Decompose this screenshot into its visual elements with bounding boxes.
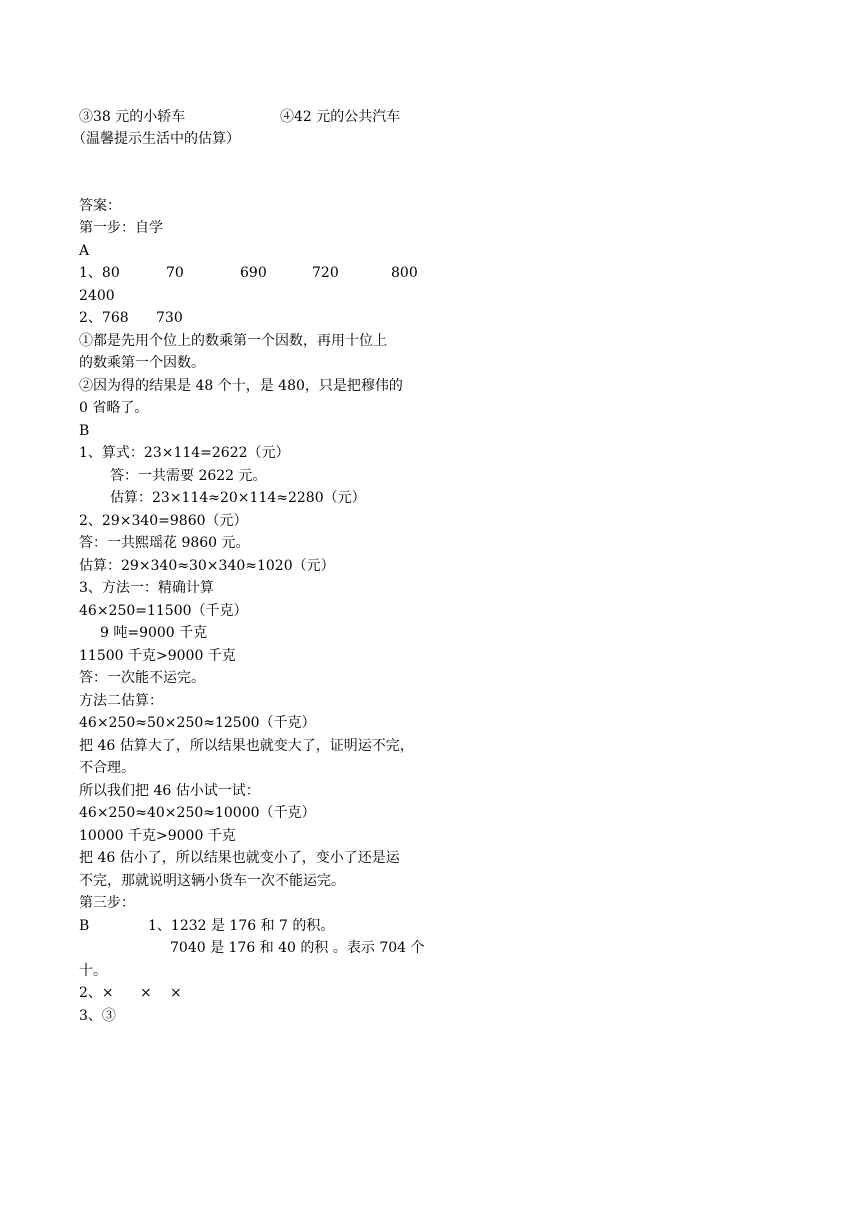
b3-compare1: 11500 千克>9000 千克 [79, 648, 236, 664]
a1-value-4: 720 [312, 265, 339, 281]
a2-point2-line2: 0 省略了。 [79, 400, 149, 416]
b3-answer1: 答：一次能不运完。 [79, 670, 205, 686]
step1-heading: 第一步：自学 [79, 220, 163, 236]
b1-estimate: 估算：23×114≈20×114≈2280（元） [110, 490, 366, 506]
a1-label: 1、80 [79, 265, 120, 281]
b3-method2: 方法二估算： [79, 693, 163, 709]
b3-explanation2-line2: 不完，那就说明这辆小货车一次不能运完。 [79, 873, 345, 889]
s3-item1-line3: 十。 [79, 963, 107, 979]
b3-try: 所以我们把 46 估小试一试： [79, 783, 260, 799]
b2-formula: 2、29×340=9860（元） [79, 513, 248, 529]
s3-item2-mark-2: × [140, 985, 152, 1001]
b3-explanation2-line1: 把 46 估小了，所以结果也就变小了，变小了还是运 [79, 850, 400, 866]
s3-item2-label: 2、× [79, 985, 114, 1001]
b3-convert: 9 吨=9000 千克 [100, 625, 208, 641]
option-3: ③38 元的小轿车 [79, 109, 186, 125]
step3-section-b-label: B [79, 918, 90, 934]
a1-value-3: 690 [240, 265, 267, 281]
a1-value-2: 70 [166, 265, 184, 281]
section-b-label: B [79, 423, 90, 439]
b3-calc3: 46×250≈40×250≈10000（千克） [79, 805, 316, 821]
step3-heading: 第三步： [79, 895, 135, 911]
b1-answer: 答：一共需要 2622 元。 [110, 468, 267, 484]
a2-value-2: 730 [156, 310, 183, 326]
b1-formula: 1、算式：23×114=2622（元） [79, 445, 290, 461]
b2-answer: 答：一共熙瑶花 9860 元。 [79, 535, 250, 551]
s3-item1-line1: 1、1232 是 176 和 7 的积。 [148, 918, 335, 934]
hint-text: （温馨提示生活中的估算） [72, 131, 240, 147]
a2-label: 2、768 [79, 310, 129, 326]
option-4: ④42 元的公共汽车 [280, 109, 401, 125]
a2-point1-line1: ①都是先用个位上的数乘第一个因数，再用十位上 [79, 333, 387, 349]
b3-compare2: 10000 千克>9000 千克 [79, 828, 236, 844]
a2-point2-line1: ②因为得的结果是 48 个十，是 480，只是把穆伟的 [79, 378, 403, 394]
a2-point1-line2: 的数乘第一个因数。 [79, 355, 205, 371]
s3-item3: 3、③ [79, 1008, 116, 1024]
answers-heading: 答案： [79, 198, 121, 214]
a1-value-5: 800 [391, 265, 418, 281]
section-a-label: A [79, 243, 90, 259]
s3-item2-mark-3: × [170, 985, 182, 1001]
b3-explanation1-line1: 把 46 估算大了，所以结果也就变大了，证明运不完， [79, 738, 414, 754]
b3-explanation1-line2: 不合理。 [79, 760, 135, 776]
s3-item1-line2: 7040 是 176 和 40 的积 。表示 704 个 [170, 940, 425, 956]
b2-estimate: 估算：29×340≈30×340≈1020（元） [79, 558, 335, 574]
b3-method1: 3、方法一：精确计算 [79, 580, 214, 596]
b3-calc2: 46×250≈50×250≈12500（千克） [79, 715, 316, 731]
a1-value-6: 2400 [79, 288, 115, 304]
b3-calc1: 46×250=11500（千克） [79, 603, 248, 619]
